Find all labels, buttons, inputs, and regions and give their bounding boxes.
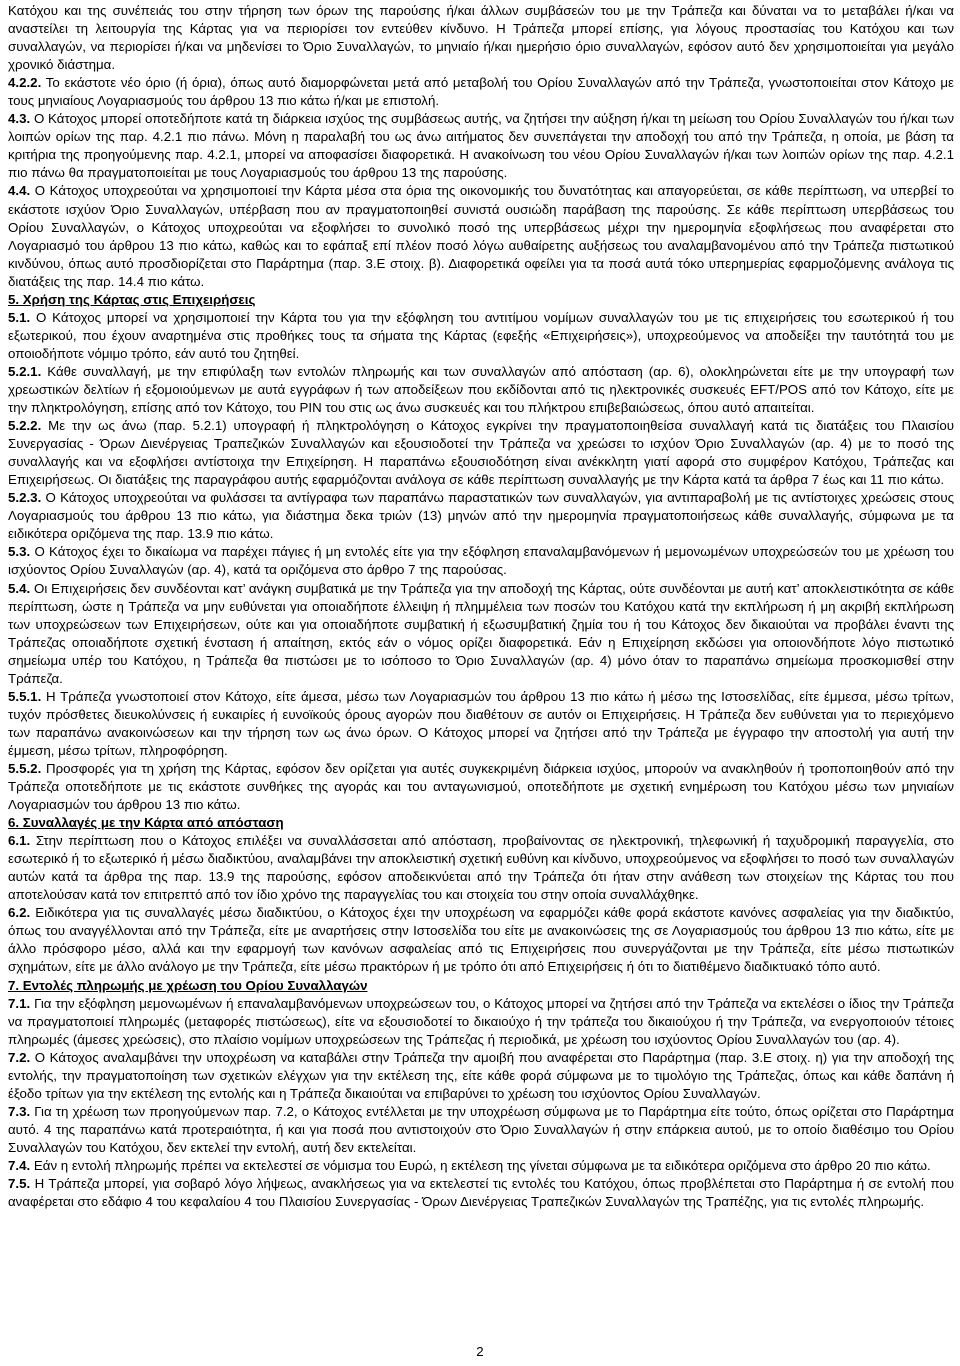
document-page [8, 2, 954, 1211]
paragraph-text: Η Τράπεζα μπορεί, για σοβαρό λόγο λήψεως, ανακλήσεως για να εκτελεστεί τις εντολές του Κατόχου, όπως προβλέπεται στο Παράρτημα ή σε εντολή που αναφέρεται στο εδάφιο 4 του κεφαλαίου 4 του Πλαισίου Συνεργασίας - Όρων Διενέργειας Τραπεζικών Συναλλαγών της Τραπέζης, για τις εντολές πληρωμής. [8, 1176, 954, 1210]
paragraph-text: Κατόχου και της συνέπειάς του στην τήρηση των όρων της παρούσης ή/και άλλων συμβάσεών του με την Τράπεζα και δύναται να το μεταβάλει ή/και να αναστείλει τη λειτουργία της Κάρτας για να περιορίσει τον εντεύθεν κίνδυνο. Η Τράπεζα μπορεί επίσης, για λόγους προστασίας του Κατόχου και των συναλλαγών, να περιορίσει ή/και να μηδενίσει το Όριο Συναλλαγών, το μηνιαίο ή/και ημερήσιο όριο συναλλαγών, εφόσον αυτό δεν χρησιμοποιείται για μεγάλο χρονικό διάστημα. [8, 3, 954, 73]
paragraph [8, 1049, 954, 1103]
clause-number: 5.2.3. [8, 490, 42, 506]
paragraph [8, 309, 954, 363]
clause-number: 7.2. [8, 1049, 31, 1065]
paragraph-text: Οι Επιχειρήσεις δεν συνδέονται κατ’ ανάγκη συμβατικά με την Τράπεζα για την αποδοχή της Κάρτας, ούτε συνδέονται με αυτή κατ’ αποκλειστικότητα σε κάθε περίπτωση, ώστε η Τράπεζα να μην ευθύνεται για οποιαδήποτε έλλειψη ή πλημμέλεια των ποσών του Κατόχου κατά την εκπλήρωση ή μη ακριβή εκπλήρωση των υποχρεώσεων των Επιχειρήσεων, ούτε και για οποιαδήποτε συμβατική ή εξωσυμβατική ζημία του ή του Κάτοχος δεν δικαιούται να προβάλει έναντι της Τράπεζας οποιαδήποτε σχετική ένσταση ή απαίτηση, εκτός εάν ο νόμος ορίζει διαφορετικά. Εάν η Επιχείρηση εκδώσει για οποιονδήποτε λόγο πιστωτικό σημείωμα υπέρ του Κατόχου, η Τράπεζα θα πιστώσει με το ισόποσο το Όριο Συναλλαγών (αρ. 4) μόνο όταν το παραπάνω σημείωμα προσκομισθεί στην Τράπεζα. [8, 580, 954, 686]
clause-number: 5.4. [8, 580, 31, 596]
paragraph-text: Ο Κάτοχος έχει το δικαίωμα να παρέχει πάγιες ή μη εντολές είτε για την εξόφληση επαναλαμβανόμενων ή μεμονωμένων υποχρεώσεών του με χρέωση του ισχύοντος Ορίου Συναλλαγών (αρ. 4), κατά τα οριζόμενα στο άρθρο 7 της παρούσας. [8, 544, 955, 578]
paragraph-text: Η Τράπεζα γνωστοποιεί στον Κάτοχο, είτε άμεσα, μέσω των Λογαριασμών του άρθρου 13 πιο κάτω ή μέσω της Ιστοσελίδας, είτε έμμεσα, μέσω τρίτων, τυχόν πρόσθετες διευκολύνσεις ή ευκαιρίες ή ευνοϊκούς όρους αγορών που διαθέτουν σε αυτόν οι Επιχειρήσεις. Η Τράπεζα δεν ευθύνεται για το περιεχόμενο των παραπάνω ανακοινώσεων και την τήρηση των ως άνω όρων. Ο Κάτοχος μπορεί να ζητήσει από την Τράπεζα με έγγραφο την αποστολή για αυτή την έμμεση, μέσω τρίτων, πληροφόρηση. [8, 688, 954, 758]
section-heading-text: 6. Συναλλαγές με την Κάρτα από απόσταση [8, 815, 284, 831]
clause-number: 5.3. [8, 544, 31, 560]
paragraph-text: Το εκάστοτε νέο όριο (ή όρια), όπως αυτό διαμορφώνεται μετά από μεταβολή του Ορίου Συναλλαγών από την Τράπεζα, γνωστοποιείται στον Κάτοχο με τους μηνιαίους Λογαριασμούς του άρθρου 13 πιο κάτω ή/και με επιστολή. [8, 75, 954, 109]
paragraph-text: Ο Κάτοχος υποχρεούται να χρησιμοποιεί την Κάρτα μέσα στα όρια της οικονομικής του δυνατότητας και απαγορεύεται, σε κάθε περίπτωση, να υπερβεί το εκάστοτε ισχύον Όριο Συναλλαγών, υπέρβαση που αν πραγματοποιηθεί συνιστά ουσιώδη παράβαση της παρούσης. Σε κάθε περίπτωση υπερβάσεως του Ορίου Συναλλαγών, ο Κάτοχος υποχρεούται να εξοφλήσει το συνολικό ποσό της υπερβάσεως μέχρι την ημερομηνία εξοφλήσεως που αναφέρεται στο Λογαριασμό του άρθρου 13 πιο κάτω, καθώς και το εφάπαξ επί πλέον ποσό λόγω αυθαίρετης αυξήσεως του αναλαμβανομένου από την Τράπεζα πιστωτικού κινδύνου, όπως αυτό προσδιορίζεται στο Παράρτημα (παρ. 3.Ε στοιχ. β). Διαφορετικά οφείλει για τα ποσά αυτά τόκο υπερημερίας εφαρμοζόμενης ανάλογα τις διατάξεις της παρ. 14.4 πιο κάτω. [8, 183, 954, 289]
paragraph [8, 363, 954, 417]
paragraph-text: Ο Κάτοχος αναλαμβάνει την υποχρέωση να καταβάλει στην Τράπεζα την αμοιβή που αναφέρεται στο Παράρτημα (παρ. 3.Ε στοιχ. η) για την αποδοχή της εντολής, την πραγματοποίηση των σχετικών ελέγχων για την εκτέλεση της, είτε κάθε φορά σύμφωνα με το τιμολόγιο της Τράπεζας, όπως και κάθε δαπάνη ή έξοδο τρίτων για την εκτέλεση της εντολής και η Τράπεζα δικαιούται να επιβαρύνει το χρέωση του ισχύοντος Ορίου Συναλλαγών. [8, 1049, 954, 1101]
paragraph-text: Ο Κάτοχος μπορεί οποτεδήποτε κατά τη διάρκεια ισχύος της συμβάσεως αυτής, να ζητήσει την αύξηση ή/και τη μείωση του Ορίου Συναλλαγών του ή/και των λοιπών ορίων της παρ. 4.2.1 πιο πάνω. Μόνη η παραλαβή του ως άνω αιτήματος δεν συνεπάγεται την αποδοχή του από την Τράπεζα, η οποία, με βάση τα κριτήρια της προηγούμενης παρ. 4.2.1, μπορεί να αποφασίσει διαφορετικά. Η ανακοίνωση του νέου Ορίου Συναλλαγών ή/και των λοιπών ορίων της παρ. 4.2.1 πιο πάνω θα πραγματοποιείται με τους Λογαριασμούς του άρθρου 13 της παρούσης. [8, 111, 954, 181]
clause-number: 6.1. [8, 833, 31, 849]
paragraph [8, 110, 954, 182]
paragraph [8, 688, 954, 760]
paragraph-text: Στην περίπτωση που ο Κάτοχος επιλέξει να συναλλάσσεται από απόσταση, προβαίνοντας σε ηλεκτρονική, τηλεφωνική ή ταχυδρομική παραγγελία, στο εσωτερικό ή το εξωτερικό ή μέσω διαδικτύου, αναλαμβάνει την αποκλειστική σχετική ευθύνη και κίνδυνο, υποχρεούμενος να εξοφλήσει το ποσό των συναλλαγών αυτών κατά τα άρθρα της παρ. 13.9 της παρούσης, εφόσον αποδεικνύεται από την Τράπεζα ότι ήταν στην ανάθεση των στοιχείων της Κάρτας του που αποτελούσαν κατά τον επιτρεπτό από τον ίδιο χρόνο της παραγγελίας του και στοιχεία του στην οποία συναλλάχθηκε. [8, 833, 954, 903]
clause-number: 4.2.2. [8, 75, 42, 91]
section-heading [8, 814, 954, 832]
paragraph [8, 74, 954, 110]
paragraph [8, 543, 954, 579]
paragraph [8, 182, 954, 290]
paragraph [8, 2, 954, 74]
clause-number: 5.2.1. [8, 363, 42, 379]
clause-number: 7.4. [8, 1158, 31, 1173]
paragraph-text: Για την εξόφληση μεμονωμένων ή επαναλαμβανόμενων υποχρεώσεων του, ο Κάτοχος μπορεί να ζητήσει από την Τράπεζα να εκτελέσει ο ίδιος την Τράπεζα να πραγματοποιεί πληρωμές (μεταφορές πιστώσεως), είτε να εξουσιοδοτεί το δικαιούχο ή την τράπεζα του δικαιούχου ή την Τράπεζα, να ενεργοποιούν τέτοιες πληρωμές (άμεσες χρεώσεις), στο πλαίσιο νομίμων υποχρεώσεων της Τράπεζας ή περιοδικά, με χρέωση του ισχύοντος Ορίου Συναλλαγών του (αρ. 4). [8, 995, 954, 1047]
paragraph [8, 580, 954, 688]
clause-number: 5.5.2. [8, 760, 42, 776]
paragraph [8, 995, 954, 1049]
paragraph [8, 760, 954, 814]
clause-number: 7.1. [8, 995, 31, 1011]
clause-number: 7.3. [8, 1103, 31, 1119]
paragraph-text: Ειδικότερα για τις συναλλαγές μέσω διαδικτύου, ο Κάτοχος έχει την υποχρέωση να εφαρμόζει κάθε φορά εκάστοτε κανόνες ασφαλείας για την διαδικτύο, όπως του αναγγέλλονται από την Τράπεζα, είτε με αναρτήσεις στην Ιστοσελίδα του είτε με ανακοινώσεις της σε Λογαριασμούς του άρθρου 13 πιο κάτω, είτε με άλλο πρόσφορο μέσο, αλλά και την εφαρμογή των κανόνων ασφαλείας από τις Επιχειρήσεις που συνεργάζονται με την Τράπεζα, είτε μέσω πιστωτικών σχημάτων, είτε με άλλο ανάλογο με την Τράπεζα, είτε μέσω πρακτόρων ή με τρόπο ότι από Επιχειρήσεις ή ότι το διατιθέμενο διαδικτυακό τόπο αυτό. [8, 905, 954, 975]
clause-number: 6.2. [8, 905, 31, 921]
paragraph [8, 832, 954, 904]
paragraph-text: Εάν η εντολή πληρωμής πρέπει να εκτελεστεί σε νόμισμα του Ευρώ, η εκτέλεση της γίνεται σύμφωνα με τα ειδικότερα οριζόμενα στο άρθρο 20 πιο κάτω. [33, 1158, 931, 1173]
paragraph-text: Ο Κάτοχος μπορεί να χρησιμοποιεί την Κάρτα του για την εξόφληση του αντιτίμου νομίμων συναλλαγών του με τις επιχειρήσεις του εσωτερικού ή του εξωτερικού, που έχουν αναρτημένα στις προθήκες τους τα σήματα της Κάρτας (εφεξής «Επιχειρήσεις»), υποχρεούμενος να αποδείξει την ταυτότητά του με οποιοδήποτε νόμιμο τρόπο, εάν αυτό του ζητηθεί. [8, 309, 954, 361]
paragraph-text: Με την ως άνω (παρ. 5.2.1) υπογραφή ή πληκτρολόγηση ο Κάτοχος εγκρίνει την πραγματοποιηθείσα συναλλαγή κατά τις διατάξεις του Πλαισίου Συνεργασίας - Όρων Διενέργειας Τραπεζικών Συναλλαγών και εξουσιοδοτεί την Τράπεζα να χρεώσει το ισχύον Όριο Συναλλαγών (αρ. 4) με το ποσό της συναλλαγής και να εξοφλήσει αντίστοιχα την Επιχείρηση. Η παραπάνω εξουσιοδότηση είναι ανέκκλητη γιατί αφορά στο συμφέρον Κατόχου, Τράπεζας και Επιχειρήσεως. Οι διατάξεις της παραγράφου αυτής εφαρμόζονται ανάλογα σε κάθε περίπτωση συναλλαγής με την Κάρτα κατά τα άρθρα 7 έως και 11 πιο κάτω. [8, 418, 954, 488]
paragraph-text: Ο Κάτοχος υποχρεούται να φυλάσσει τα αντίγραφα των παραπάνω παραστατικών των συναλλαγών, για αντιπαραβολή με τις αντίστοιχες χρεώσεις στους Λογαριασμούς του άρθρου 13 πιο κάτω, για διάστημα δεκα τριών (13) μηνών από την ημερομηνία πραγματοποιήσεως κάθε συναλλαγής, σύμφωνα με τα ειδικότερα οριζόμενα της παρ. 13.9 πιο κάτω. [8, 490, 955, 542]
section-heading-text: 5. Χρήση της Κάρτας στις Επιχειρήσεις [8, 291, 256, 307]
paragraph-text: Κάθε συναλλαγή, με την επιφύλαξη των εντολών πληρωμής και των συναλλαγών από απόσταση (αρ. 6), ολοκληρώνεται είτε με την υπογραφή των χρεωστικών δελτίων ή εξομοιούμενων με αυτά εγγράφων ή των αποδείξεων που εκδίδονται από τις ηλεκτρονικές συσκευές EFT/POS από τον Κάτοχο, είτε με την πληκτρολόγηση, επίσης από τον Κάτοχο, του PIN του στις ως άνω συσκευές και του πλήκτρου επιβεβαιώσεως, όπου αυτό απαιτείται. [8, 363, 954, 416]
paragraph [8, 1103, 954, 1157]
section-heading [8, 977, 954, 995]
clause-number: 4.3. [8, 111, 31, 127]
paragraph-text: Για τη χρέωση των προηγούμενων παρ. 7.2, ο Κάτοχος εντέλλεται με την υποχρέωση σύμφωνα με το Παράρτημα είτε τούτο, όπως ορίζεται στο Παράρτημα αυτό. 4 της παραπάνω κατά προτεραιότητα, ή και για ποσά που αντιστοιχούν στο Όριο Συναλλαγών ή στην επάρκεια αυτού, με το οποίο διαθέσιμο του Ορίου Συναλλαγών του Κατόχου, δεν εκτελεί την εντολή, αυτή δεν εκτελείται. [8, 1103, 954, 1155]
clause-number: 5.2.2. [8, 418, 42, 434]
paragraph [8, 1175, 954, 1211]
page-number: 2 [476, 1344, 484, 1359]
clause-number: 5.1. [8, 309, 31, 325]
clause-number: 7.5. [8, 1176, 31, 1192]
paragraph [8, 417, 954, 489]
paragraph [8, 1157, 954, 1175]
paragraph [8, 489, 954, 543]
paragraph-text: Προσφορές για τη χρήση της Κάρτας, εφόσον δεν ορίζεται για αυτές συγκεκριμένη διάρκεια ισχύος, μπορούν να ανακληθούν ή τροποποιηθούν από την Τράπεζα οποτεδήποτε με τις εκάστοτε συνθήκες της αγοράς και του ανταγωνισμού, οποτεδήποτε με σχετική ενημέρωση του Κατόχου μέσω των μηνιαίων Λογαριασμών του άρθρου 13 πιο κάτω. [8, 760, 954, 813]
clause-number: 4.4. [8, 183, 31, 199]
paragraph [8, 904, 954, 976]
section-heading-text: 7. Εντολές πληρωμής με χρέωση του Ορίου Συναλλαγών [8, 977, 368, 993]
section-heading [8, 291, 954, 309]
clause-number: 5.5.1. [8, 688, 42, 704]
